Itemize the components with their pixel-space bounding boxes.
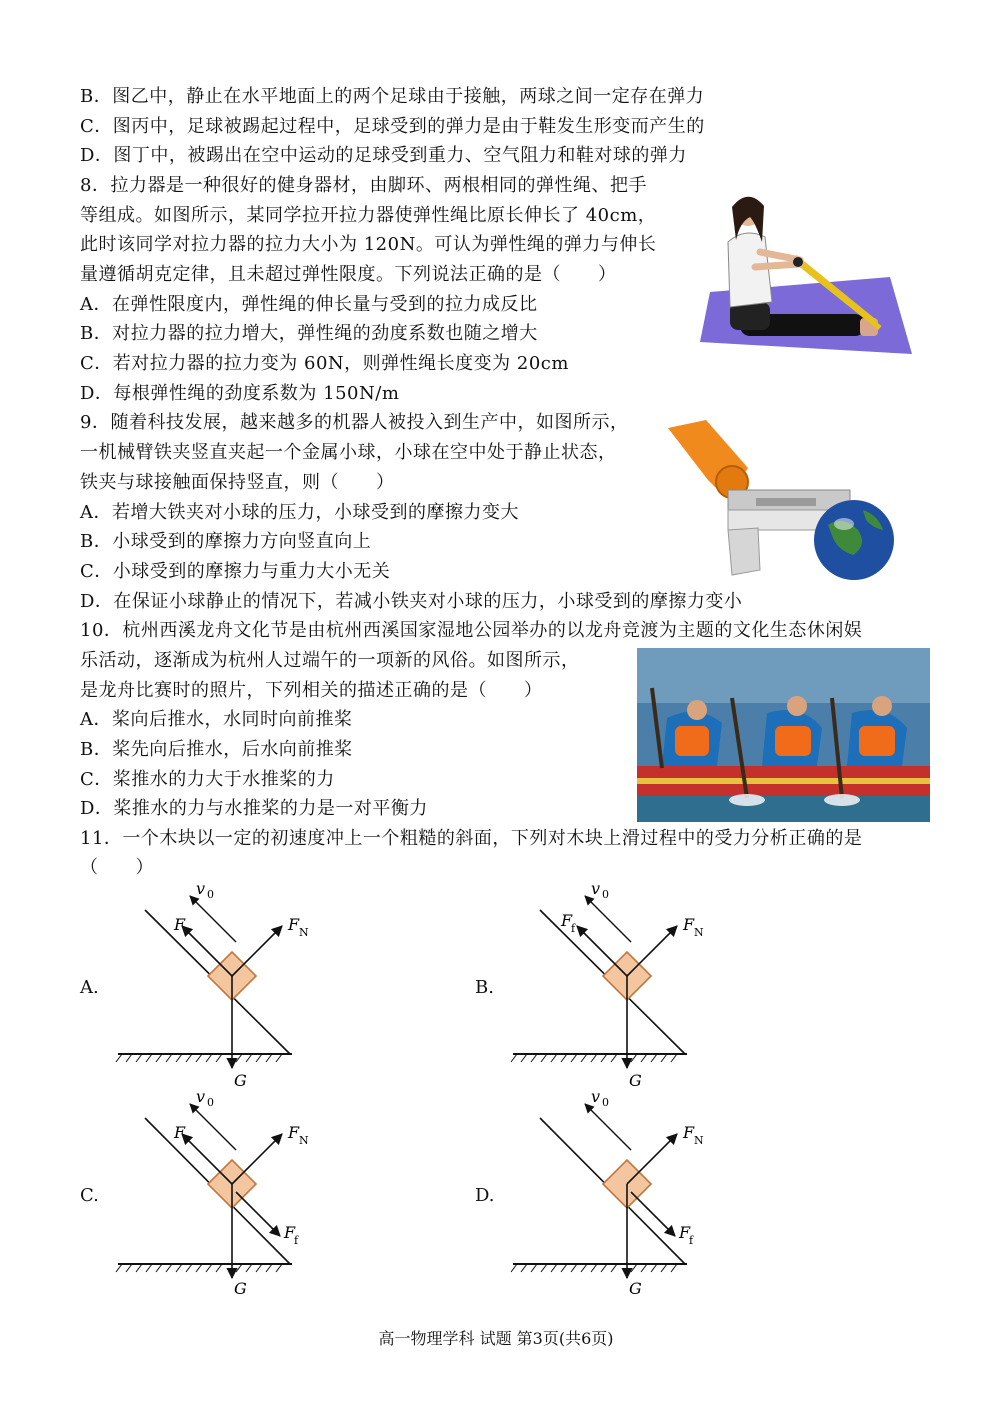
q10-option-b: B．桨先向后推水，后水向前推桨 (80, 739, 353, 760)
q8-option-b: B．对拉力器的拉力增大，弹性绳的劲度系数也随之增大 (80, 323, 538, 344)
q8-stem-4: 量遵循胡克定律，且未超过弹性限度。下列说法正确的是（ ） (80, 264, 617, 285)
f-label: F (174, 915, 186, 934)
q11-option-c-label: C. (80, 1185, 99, 1206)
g-label: G (234, 1279, 247, 1298)
v0-sub: 0 (207, 888, 214, 901)
v0-label: v (591, 1088, 601, 1106)
q9-figure (668, 420, 900, 585)
ff-sub: f (294, 1234, 299, 1247)
v0-label: v (196, 880, 206, 898)
q11-stem: 11．一个木块以一定的初速度冲上一个粗糙的斜面，下列对木块上滑过程中的受力分析正确的是 (80, 828, 863, 849)
fn-sub: N (694, 1134, 704, 1147)
ff-label: F (284, 1223, 296, 1242)
q7-option-c: C．图丙中，足球被踢起过程中，足球受到的弹力是由于鞋发生形变而产生的 (80, 116, 705, 137)
q8-figure (700, 182, 915, 360)
q11-paren: （ ） (80, 857, 154, 878)
q11-diagram-c (110, 1088, 350, 1298)
q11-option-b-label: B. (475, 977, 494, 998)
q9-stem-1: 9．随着科技发展，越来越多的机器人被投入到生产中，如图所示， (80, 412, 629, 433)
f-label: F (174, 1123, 186, 1142)
ff-label: F (561, 911, 573, 930)
v0-label: v (196, 1088, 206, 1106)
fn-label: F (288, 915, 300, 934)
q11-option-d-label: D. (475, 1185, 495, 1206)
v0-sub: 0 (207, 1096, 214, 1109)
q8-stem-1: 8．拉力器是一种很好的健身器材，由脚环、两根相同的弹性绳、把手 (80, 175, 647, 196)
v0-label: v (591, 880, 601, 898)
q8-stem-3: 此时该同学对拉力器的拉力大小为 120N。可认为弹性绳的弹力与伸长 (80, 234, 657, 255)
q11-option-a-label: A. (80, 977, 99, 998)
page-footer: 高一物理学科 试题 第3页(共6页) (378, 1329, 614, 1348)
q11-diagram-b (505, 880, 745, 1090)
q9-option-a: A．若增大铁夹对小球的压力，小球受到的摩擦力变大 (80, 502, 519, 523)
q9-option-b: B．小球受到的摩擦力方向竖直向上 (80, 531, 372, 552)
q10-option-d: D．桨推水的力与水推桨的力是一对平衡力 (80, 798, 428, 819)
q9-option-d: D．在保证小球静止的情况下，若减小铁夹对小球的压力，小球受到的摩擦力变小 (80, 591, 743, 612)
fn-sub: N (299, 1134, 309, 1147)
ff-sub: f (689, 1234, 694, 1247)
q10-stem-2: 乐活动，逐渐成为杭州人过端午的一项新的风俗。如图所示， (80, 650, 580, 671)
q9-option-c: C．小球受到的摩擦力与重力大小无关 (80, 561, 391, 582)
fn-label: F (288, 1123, 300, 1142)
q11-diagram-d (505, 1088, 745, 1298)
q8-stem-2: 等组成。如图所示，某同学拉开拉力器使弹性绳比原长伸长了 40cm， (80, 205, 657, 226)
q10-option-a: A．桨向后推水，水同时向前推桨 (80, 709, 353, 730)
q11-diagram-a (110, 880, 350, 1090)
v0-sub: 0 (602, 1096, 609, 1109)
q10-stem-3: 是龙舟比赛时的照片，下列相关的描述正确的是（ ） (80, 680, 543, 701)
q10-stem-1: 10．杭州西溪龙舟文化节是由杭州西溪国家湿地公园举办的以龙舟竞渡为主题的文化生态休闲娱 (80, 620, 863, 641)
q7-option-b: B．图乙中，静止在水平地面上的两个足球由于接触，两球之间一定存在弹力 (80, 86, 705, 107)
q9-stem-2: 一机械臂铁夹竖直夹起一个金属小球，小球在空中处于静止状态， (80, 442, 617, 463)
ff-sub: f (571, 922, 576, 935)
q8-option-c: C．若对拉力器的拉力变为 60N，则弹性绳长度变为 20cm (80, 353, 569, 374)
q9-stem-3: 铁夹与球接触面保持竖直，则（ ） (80, 472, 395, 493)
q8-option-a: A．在弹性限度内，弹性绳的伸长量与受到的拉力成反比 (80, 294, 538, 315)
fn-sub: N (694, 926, 704, 939)
q10-figure (637, 648, 930, 822)
q8-option-d: D．每根弹性绳的劲度系数为 150N/m (80, 383, 400, 404)
q10-option-c: C．桨推水的力大于水推桨的力 (80, 769, 335, 790)
fn-sub: N (299, 926, 309, 939)
ff-label: F (679, 1223, 691, 1242)
g-label: G (234, 1071, 247, 1090)
fn-label: F (683, 1123, 695, 1142)
g-label: G (629, 1071, 642, 1090)
fn-label: F (683, 915, 695, 934)
g-label: G (629, 1279, 642, 1298)
q7-option-d: D．图丁中，被踢出在空中运动的足球受到重力、空气阻力和鞋对球的弹力 (80, 145, 687, 166)
v0-sub: 0 (602, 888, 609, 901)
